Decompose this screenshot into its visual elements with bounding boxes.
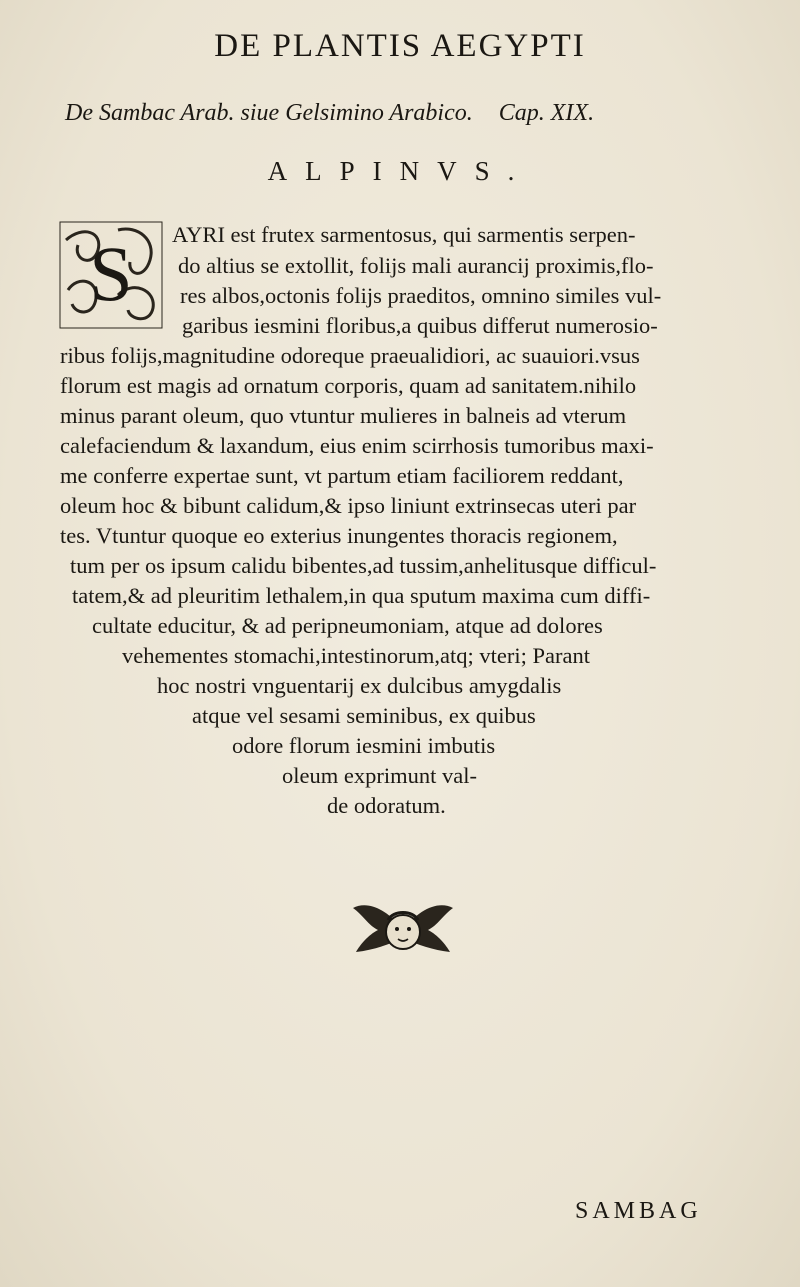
text-line: florum est magis ad ornatum corporis, quam ad sanitatem.nihilo <box>60 373 637 398</box>
catchword: SAMBAG <box>575 1198 702 1224</box>
text-line: minus parant oleum, quo vtuntur mulieres in balneis ad vterum <box>60 403 627 428</box>
text-line: hoc nostri vnguentarij ex dulcibus amygdalis <box>157 673 562 698</box>
text-line: oleum exprimunt val- <box>282 763 477 788</box>
text-line: garibus iesmini floribus,a quibus differut numerosio- <box>182 313 658 338</box>
text-line: atque vel sesami seminibus, ex quibus <box>192 703 536 728</box>
chapter-number: Cap. XIX. <box>498 100 595 126</box>
running-head: DE PLANTIS AEGYPTI <box>214 28 586 64</box>
floral-dropcap-icon <box>58 220 164 330</box>
text-line: me conferre expertae sunt, vt partum etiam faciliorem reddant, <box>60 463 624 488</box>
chapter-title <box>65 100 765 127</box>
text-line: vehementes stomachi,intestinorum,atq; vteri; Parant <box>122 643 591 668</box>
dropcap-letter: S <box>89 230 133 317</box>
author-name: ALPINVS. <box>267 156 533 186</box>
text-line: tum per os ipsum calidu bibentes,ad tussim,anhelitusque difficul- <box>70 553 657 578</box>
text-line: res albos,octonis folijs praeditos, omnino similes vul- <box>180 283 662 308</box>
winged-cherub-ornament-icon <box>348 890 458 970</box>
text-line: tes. Vtuntur quoque eo exterius inungentes thoracis regionem, <box>60 523 618 548</box>
text-line: ribus folijs,magnitudine odoreque praeualidiori, ac suauiori.vsus <box>60 343 640 368</box>
text-line: tatem,& ad pleuritim lethalem,in qua sputum maxima cum diffi- <box>72 583 651 608</box>
text-line: de odoratum. <box>327 793 446 818</box>
text-line: calefaciendum & laxandum, eius enim scirrhosis tumoribus maxi- <box>60 433 654 458</box>
chapter-title-text: De Sambac Arab. siue Gelsimino Arabico. <box>65 100 473 126</box>
text-line: cultate educitur, & ad peripneumoniam, atque ad dolores <box>92 613 603 638</box>
text-line: odore florum iesmini imbutis <box>232 733 496 758</box>
text-line: oleum hoc & bibunt calidum,& ipso liniunt extrinsecas uteri par <box>60 493 637 518</box>
text-line: AYRI est frutex sarmentosus, qui sarmentis serpen- <box>172 222 636 247</box>
text-line: do altius se extollit, folijs mali aurancij proximis,flo- <box>178 253 654 278</box>
